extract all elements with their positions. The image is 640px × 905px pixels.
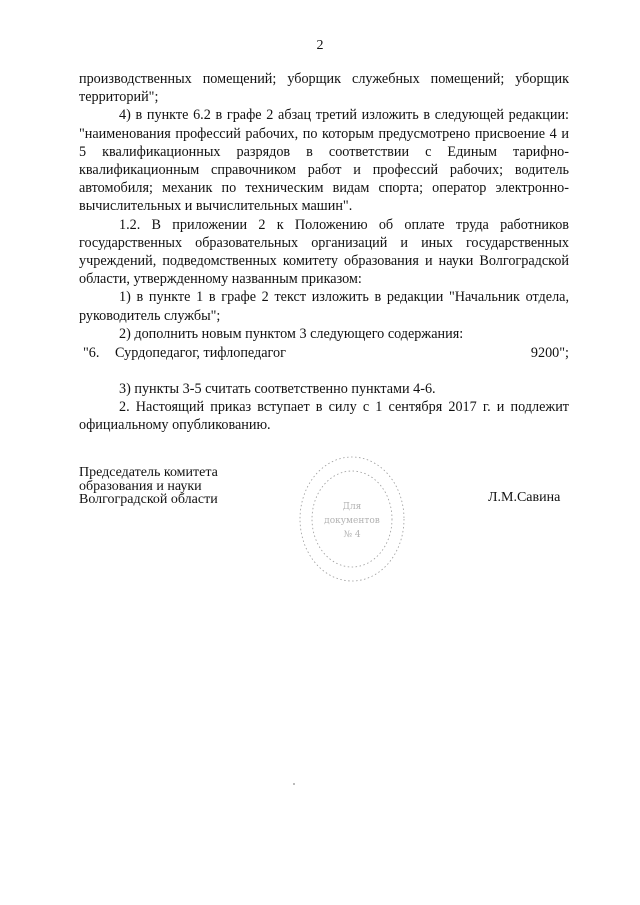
signature-position [79, 466, 218, 507]
paragraph-item-4: 4) в пункте 6.2 в графе 2 абзац третий изложить в следующей редакции: "наименования профессий рабочих, по которым предусмотрено присвоение 4 и 5 квалификационных разрядов в соответствии с Единым тарифно-квалификационным справочником работ и профессий рабочих; водитель автомобиля; механик по техническим видам спорта; оператор электронно- вычислительных и вычислительных машин". [79, 107, 569, 215]
signer-name: Л.М.Савина [488, 490, 561, 505]
paragraph-item-2: 2) дополнить новым пунктом 3 следующего содержания: [119, 325, 464, 342]
table-row-profession: Сурдопедагог, тифлопедагог [115, 345, 286, 361]
paragraph-section-2: 2. Настоящий приказ вступает в силу с 1 сентября 2017 г. и подлежит официальному опубликованию. [79, 399, 569, 434]
seal-stamp [296, 453, 408, 585]
seal-text: документов [324, 516, 380, 526]
seal-text: Для [342, 502, 362, 512]
signature-position-line: образования и науки [79, 478, 202, 494]
paragraph-section-1-2: 1.2. В приложении 2 к Положению об оплате труда работников государственных образовательных организаций и иных государственных учреждений, подведомственных комитету образования и науки Волгоградской области, утвержденному названным приказом: [79, 216, 569, 288]
seal-text: № 4 [343, 530, 361, 540]
document-body [79, 70, 569, 343]
seal-stamp-icon [296, 453, 408, 585]
paragraph-item-3: 3) пункты 3-5 считать соответственно пунктами 4-6. [119, 381, 436, 397]
table-row-number: "6. [83, 345, 100, 361]
paragraph-item-1: 1) в пункте 1 в графе 2 текст изложить в редакции "Начальник отдела, руководитель службы"; [79, 289, 569, 324]
table-row-value: 9200"; [530, 345, 569, 361]
page-number: 2 [316, 38, 324, 53]
scan-speck [293, 783, 295, 785]
signature-position-line: Председатель комитета [79, 465, 218, 480]
signature-position-line: Волгоградской области [79, 492, 218, 507]
document-body-continued [79, 380, 569, 435]
paragraph-continuation: производственных помещений; уборщик служебных помещений; уборщик территорий"; [79, 71, 569, 106]
